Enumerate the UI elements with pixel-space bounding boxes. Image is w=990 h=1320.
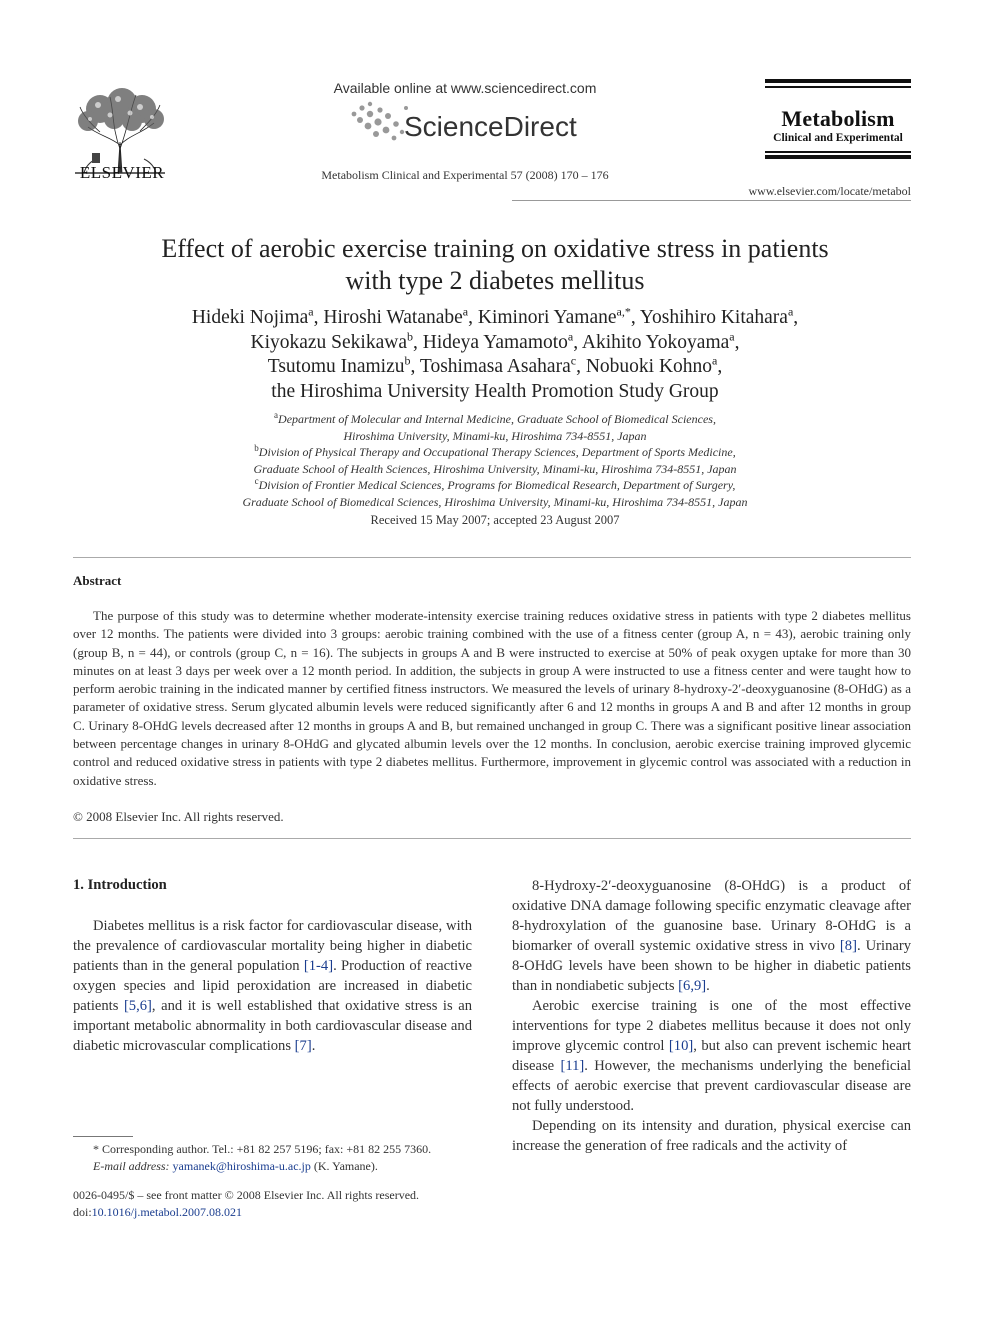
author-affil: a,* bbox=[616, 304, 631, 319]
body-paragraph bbox=[512, 876, 911, 996]
abstract-paragraph: The purpose of this study was to determine whether moderate-intensity exercise training reduces oxidative stress in patients with type 2 diabetes mellitus over 12 months. The patients were divided into 3 groups: aerobic training combined with the use of a fitness center (group A, n = 43), aerobic training only (group B, n = 44), or controls (group C, n = 16). The subjects in groups A and B were instructed to exercise at 50% of peak oxygen uptake for more than 30 minutes on at least 3 days per week over a 12 month period. In addition, the subjects in group A were instructed to use a fitness center and were taught how to perform aerobic training in the indicated manner by certified fitness instructors. We measured the levels of urinary 8-hydroxy-2′-deoxyguanosine (8-OHdG) as a parameter of oxidative stress. Serum glycated albumin levels were reduced significantly after 6 and 12 months in groups A and B and after 12 months in group C. Urinary 8-OHdG levels decreased after 12 months in groups A and B, but remained unchanged in group C. There was a significant positive linear association between percentage changes in urinary 8-OHdG and glycated albumin levels over the 12 months. In conclusion, aerobic exercise training improved glycemic control and reduced oxidative stress in patients with type 2 diabetes mellitus. Furthermore, improvement in glycemic control was associated with a reduction in oxidative stress. bbox=[73, 608, 911, 788]
publisher-name: ELSEVIER bbox=[79, 163, 165, 182]
citation-link[interactable]: [11] bbox=[560, 1058, 585, 1074]
issn-line: 0026-0495/$ – see front matter © 2008 Elsevier Inc. All rights reserved. bbox=[73, 1188, 420, 1202]
author-name[interactable]: Nobuoki Kohno bbox=[585, 356, 713, 377]
abstract-body bbox=[73, 607, 911, 790]
author-name[interactable]: Hiroshi Watanabe bbox=[323, 307, 463, 328]
text-run: . Production of reactive oxygen species and lipid peroxidation are increased in diabetic patients bbox=[73, 958, 472, 1014]
author-affil: b bbox=[407, 329, 413, 343]
affiliation: Division of Physical Therapy and Occupational Therapy Sciences, Department of Sports Medicine, bbox=[258, 445, 736, 460]
author-name[interactable]: Yoshihiro Kitahara bbox=[639, 307, 788, 328]
author-affil: a bbox=[567, 329, 574, 343]
journal-masthead-subtitle: Clinical and Experimental bbox=[773, 132, 903, 144]
section-rule bbox=[73, 557, 911, 558]
affiliation: Graduate School of Health Sciences, Hiroshima University, Minami-ku, Hiroshima 734-8551, Japan bbox=[253, 461, 737, 476]
email-label: E-mail address: bbox=[93, 1159, 170, 1173]
author-affil: a bbox=[787, 304, 794, 319]
affil-marker: c bbox=[254, 476, 259, 487]
journal-url[interactable]: www.elsevier.com/locate/metabol bbox=[748, 184, 911, 198]
doi-label: doi: bbox=[73, 1205, 92, 1219]
email-suffix: (K. Yamane). bbox=[310, 1159, 378, 1173]
title-line: with type 2 diabetes mellitus bbox=[345, 266, 645, 295]
citation-link[interactable]: [8] bbox=[839, 938, 857, 954]
body-paragraph bbox=[512, 1116, 911, 1156]
text-run: . bbox=[311, 1038, 316, 1054]
author-affil: a bbox=[729, 329, 735, 343]
footnotes bbox=[73, 1141, 493, 1175]
author-affil: a bbox=[308, 304, 314, 319]
paper-title bbox=[100, 233, 890, 297]
abstract-copyright: © 2008 Elsevier Inc. All rights reserved. bbox=[73, 809, 284, 824]
affiliation: Division of Frontier Medical Sciences, Programs for Biomedical Research, Department of Surgery, bbox=[258, 478, 736, 493]
author-name[interactable]: Hideya Yamamoto bbox=[422, 331, 568, 353]
sciencedirect-logo bbox=[348, 100, 588, 144]
author-name[interactable]: Tsutomu Inamizu bbox=[267, 356, 405, 377]
author-name[interactable]: Toshimasa Asahara bbox=[419, 356, 571, 377]
body-paragraph bbox=[512, 996, 911, 1116]
author-line: Tsutomu Inamizu$^b$, Toshimasa Asahara$^c$, Nobuoki Kohno$^a$, bbox=[267, 353, 723, 377]
corresponding-author-note: * Corresponding author. Tel.: +81 82 257 5196; fax: +81 82 255 7360. bbox=[93, 1142, 432, 1156]
citation-link[interactable]: [6,9] bbox=[678, 978, 707, 994]
affil-marker: b bbox=[254, 443, 259, 454]
citation-link[interactable]: [10] bbox=[668, 1038, 694, 1054]
masthead-rule bbox=[765, 86, 911, 88]
affiliation: Department of Molecular and Internal Medicine, Graduate School of Biomedical Sciences, bbox=[278, 412, 716, 426]
citation-link[interactable]: [1-4] bbox=[303, 958, 334, 974]
author-name[interactable]: Akihito Yokoyama bbox=[581, 331, 730, 353]
available-online: Available online at www.sciencedirect.com bbox=[333, 80, 597, 96]
section-heading-introduction: 1. Introduction bbox=[73, 877, 167, 893]
doi-line bbox=[73, 1204, 493, 1221]
journal-masthead-title: Metabolism bbox=[781, 106, 895, 131]
text-run: , but also can prevent ischemic heart disease bbox=[512, 1038, 912, 1074]
group-author: the Hiroshima University Health Promotion Study Group bbox=[271, 380, 719, 402]
section-rule bbox=[73, 838, 911, 839]
text-run: . Urinary 8-OHdG levels have been shown to be higher in diabetic patients than in nondiabetic subjects bbox=[512, 938, 912, 994]
affiliation: Graduate School of Biomedical Sciences, Hiroshima University, Minami-ku, Hiroshima 734-8551, Japan bbox=[242, 494, 748, 509]
title-line: Effect of aerobic exercise training on oxidative stress in patients bbox=[161, 234, 829, 263]
column-right bbox=[512, 876, 911, 1156]
email-link[interactable]: yamanek@hiroshima-u.ac.jp bbox=[172, 1159, 311, 1173]
text-run: . However, the mechanisms underlying the beneficial effects of aerobic exercise that prevent cardiovascular disease are not fully understood. bbox=[512, 1058, 911, 1114]
affiliation: Hiroshima University, Minami-ku, Hiroshima 734-8551, Japan bbox=[343, 428, 647, 443]
text-run: Diabetes mellitus is a risk factor for cardiovascular disease, with the prevalence of cardiovascular mortality being higher in diabetic patients than in the general population bbox=[73, 918, 472, 974]
masthead-rule bbox=[765, 151, 911, 153]
author-affil: c bbox=[570, 353, 577, 368]
doi-link[interactable]: 10.1016/j.metabol.2007.08.021 bbox=[91, 1205, 242, 1219]
text-run: Depending on its intensity and duration, physical exercise can increase the generation of free radicals and the activity of bbox=[512, 1118, 911, 1154]
masthead-rule bbox=[765, 79, 911, 83]
masthead-rule bbox=[765, 155, 911, 159]
column-left bbox=[73, 916, 472, 1056]
author-affil: a bbox=[712, 353, 718, 368]
author-name[interactable]: Hideki Nojima bbox=[191, 307, 309, 328]
text-run: 8-Hydroxy-2′-deoxyguanosine (8-OHdG) is a product of oxidative DNA damage following specific enzymatic cleavage after 8-hydroxylation of the guanosine base. Urinary 8-OHdG is a biomarker of overall systemic oxidative stress in vivo bbox=[512, 878, 911, 954]
author-affil: b bbox=[404, 353, 411, 368]
author-name[interactable]: Kiyokazu Sekikawa bbox=[250, 331, 407, 353]
affil-marker: a bbox=[274, 410, 279, 420]
text-run: . bbox=[706, 978, 710, 994]
header-rule bbox=[512, 200, 911, 201]
affiliations bbox=[150, 411, 840, 511]
front-matter bbox=[73, 1187, 493, 1221]
author-list bbox=[90, 306, 900, 404]
journal-citation: Metabolism Clinical and Experimental 57 (2008) 170 – 176 bbox=[321, 168, 609, 182]
text-run: Aerobic exercise training is one of the most effective interventions for type 2 diabetes mellitus because it does not only improve glycemic control bbox=[512, 998, 911, 1054]
email-note bbox=[73, 1158, 493, 1175]
abstract-heading: Abstract bbox=[73, 573, 122, 588]
footnote-rule bbox=[73, 1136, 133, 1137]
author-affil: a bbox=[462, 304, 469, 319]
body-paragraph bbox=[73, 916, 472, 1056]
author-line: Hideki Nojima$^a$, Hiroshi Watanabe$^a$, Kiminori Yamane$^{a,*}$, Yoshihiro Kitahara$^a$, bbox=[191, 304, 799, 328]
author-name[interactable]: Kiminori Yamane bbox=[477, 307, 617, 328]
text-run: , and it is well established that oxidative stress is an important metabolic abnormality in both cardiovascular disease and diabetic microvascular complications bbox=[73, 998, 472, 1054]
citation-link[interactable]: [7] bbox=[294, 1038, 312, 1054]
sciencedirect-wordmark: ScienceDirect bbox=[404, 111, 577, 142]
received-dates: Received 15 May 2007; accepted 23 August 2007 bbox=[370, 513, 620, 527]
author-line: Kiyokazu Sekikawa$^b$, Hideya Yamamoto$^a$, Akihito Yokoyama$^a$, bbox=[250, 329, 740, 353]
citation-link[interactable]: [5,6] bbox=[123, 998, 152, 1014]
